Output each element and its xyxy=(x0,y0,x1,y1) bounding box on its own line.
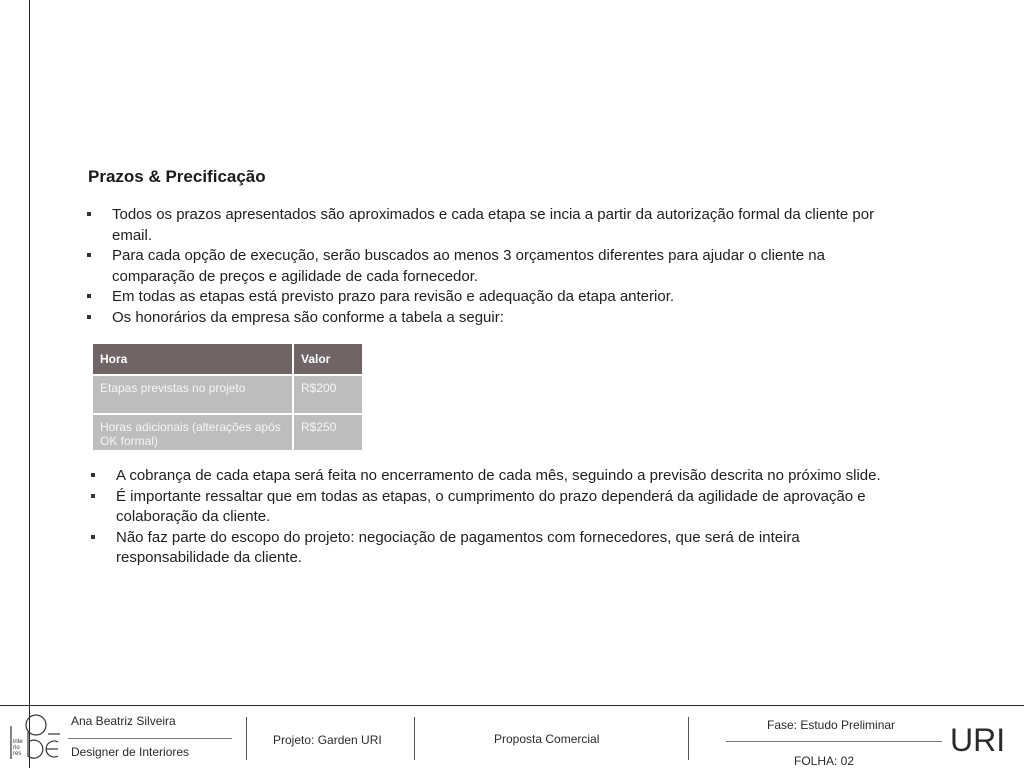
document-type: Proposta Comercial xyxy=(494,732,600,746)
table-cell: R$200 xyxy=(294,376,362,413)
footer-divider-horizontal xyxy=(68,738,232,739)
list-item-text: Não faz parte do escopo do projeto: negociação de pagamentos com fornecedores, que será de inteira responsabilidade da cliente. xyxy=(116,528,800,566)
page-title: Prazos & Precificação xyxy=(88,167,266,186)
logo-text-line: rio xyxy=(13,745,20,751)
footer-divider-horizontal xyxy=(726,741,942,742)
list-item-text: Todos os prazos apresentados são aproximados e cada etapa se incia a partir da autorização formal da cliente por email. xyxy=(112,206,875,244)
list-item xyxy=(87,308,877,329)
list-item-text: Os honorários da empresa são conforme a tabela a seguir: xyxy=(112,308,504,326)
table-row xyxy=(93,415,362,450)
fee-table xyxy=(91,342,364,452)
table-cell: R$250 xyxy=(294,415,362,450)
logo-text-line: inte xyxy=(13,739,23,745)
list-item xyxy=(87,287,877,308)
logo-text-line: res xyxy=(13,751,22,757)
table-cell: Horas adicionais (alterações após OK formal) xyxy=(93,415,292,450)
margin-line xyxy=(29,0,30,768)
column-header-valor: Valor xyxy=(294,344,362,374)
list-item xyxy=(91,528,881,569)
list-item xyxy=(87,246,877,287)
list-item-text: A cobrança de cada etapa será feita no encerramento de cada mês, seguindo a previsão descrita no próximo slide. xyxy=(116,467,881,484)
footer-border xyxy=(0,705,1024,706)
logo-circle xyxy=(26,715,46,735)
project-phase: Fase: Estudo Preliminar xyxy=(767,718,896,732)
brand-mark: URI xyxy=(950,722,1006,758)
designer-name: Ana Beatriz Silveira xyxy=(71,714,176,728)
footer-divider xyxy=(246,717,247,760)
list-item xyxy=(87,205,877,246)
bullet-marker xyxy=(91,535,95,539)
sheet-number: FOLHA: 02 xyxy=(794,754,855,768)
bullet-marker xyxy=(87,253,91,257)
project-name: Projeto: Garden URI xyxy=(273,733,382,747)
footer-divider xyxy=(414,717,415,760)
bullet-marker xyxy=(87,212,91,216)
logo-b-shape xyxy=(28,732,43,758)
footer-divider xyxy=(688,717,689,760)
list-item-text: É importante ressaltar que em todas as etapas, o cumprimento do prazo dependerá da agilidade de aprovação e colaboração da cliente. xyxy=(116,487,866,525)
bullet-marker xyxy=(87,315,91,319)
list-item-text: Para cada opção de execução, serão buscados ao menos 3 orçamentos diferentes para ajudar o cliente na comparação de preços e agilidade de cada fornecedor. xyxy=(112,247,825,285)
bullet-marker xyxy=(87,294,91,298)
list-item xyxy=(91,466,881,487)
bullet-marker xyxy=(91,473,95,477)
designer-role: Designer de Interiores xyxy=(71,745,190,759)
studio-logo xyxy=(8,712,64,762)
list-item xyxy=(91,487,881,528)
column-header-hora: Hora xyxy=(93,344,292,374)
table-cell: Etapas previstas no projeto xyxy=(93,376,292,413)
table-row xyxy=(93,376,362,413)
list-item-text: Em todas as etapas está previsto prazo para revisão e adequação da etapa anterior. xyxy=(112,288,675,305)
bullet-list-bottom xyxy=(91,466,881,569)
table-header-row xyxy=(93,344,362,374)
bullet-list-top xyxy=(87,205,877,328)
bullet-marker xyxy=(91,494,95,498)
